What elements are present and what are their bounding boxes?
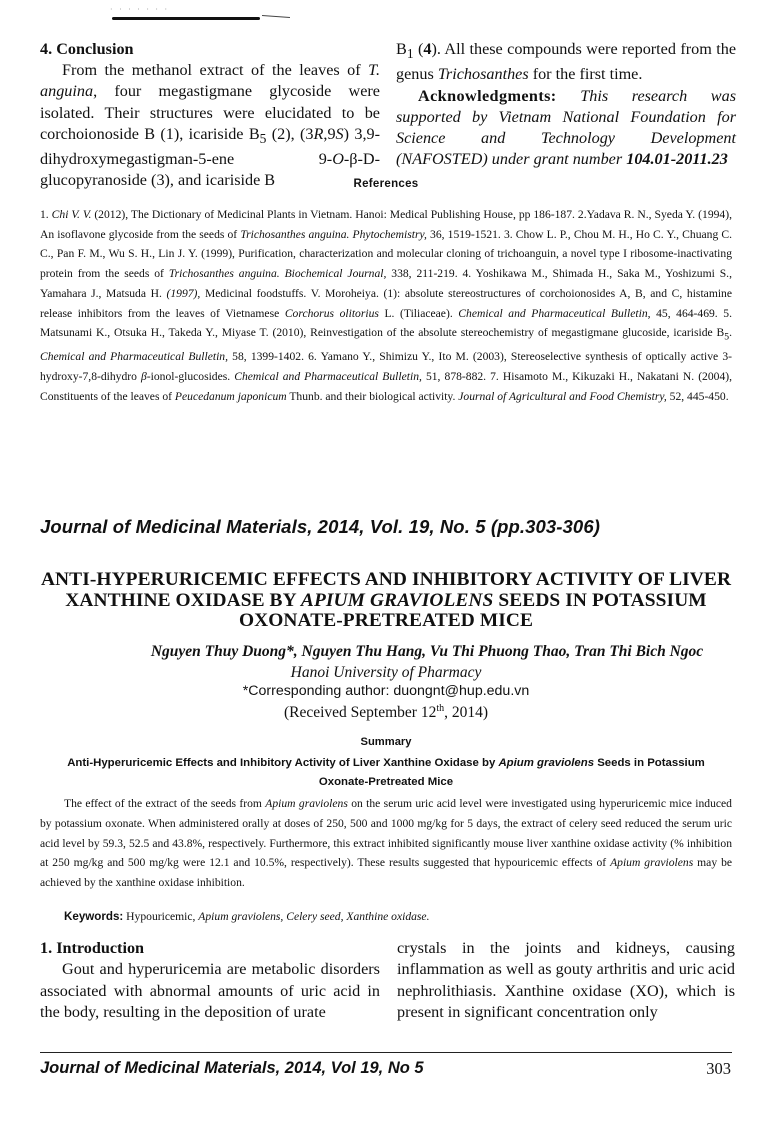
references-title: References bbox=[353, 178, 419, 190]
footer-rule bbox=[40, 1052, 732, 1053]
reference-fragment: Chi V. V. bbox=[51, 208, 92, 221]
acknowledgments-label: Acknowledgments: bbox=[418, 86, 557, 105]
conclusion-fragment: 1 bbox=[165, 124, 174, 143]
conclusion-fragment: B bbox=[396, 40, 407, 58]
introduction-text bbox=[40, 959, 380, 1023]
conclusion-fragment: S bbox=[335, 124, 344, 143]
conclusion-fragment: R bbox=[313, 124, 324, 143]
conclusion-fragment: ), (3 bbox=[285, 124, 314, 143]
reference-fragment: Chemical and Pharmaceutical Bulletin, bbox=[234, 369, 422, 383]
reference-fragment: 36, 1519-1521. 3. Chow L. P., Chou M. H., Ho C. Y., Chuang C. C., Pan F. M., Wu S. H., Lin J. Y. (1999), Purification, characterization and molecular cloning of trichoanguin, a novel type I ribosome-inactivating protein from the seeds of bbox=[40, 227, 733, 281]
introduction-fragment: Gout and hyperuricemia are metabolic disorders associated with abnormal amounts of uric acid in the body, resulting in the deposition of urate bbox=[40, 960, 380, 1022]
conclusion-fragment: , four megastigmane glycoside were isolated. Their structures were elucidated to be corchoionoside B ( bbox=[40, 82, 380, 143]
reference-fragment: -ionol-glucosides. bbox=[146, 369, 235, 383]
summary-heading bbox=[60, 754, 712, 792]
reference-fragment: Corchorus olitorius bbox=[284, 306, 379, 320]
summary-heading-fragment: Anti-Hyperuricemic Effects and Inhibitory Activity of Liver Xanthine Oxidase by bbox=[67, 757, 499, 769]
conclusion-fragment: T. anguina bbox=[40, 61, 380, 101]
reference-fragment: 45, 464-469. 5. Matsunami K., Otsuka H., Takeda Y., Miyase T. (2010), Reinvestigation of the absolute stereochemistry of megastigmane glucoside, icariside B bbox=[40, 306, 732, 340]
keywords-label: Keywords: bbox=[64, 910, 124, 923]
summary-heading-fragment: Seeds in Potassium Oxonate-Pretreated Mice bbox=[318, 757, 705, 788]
page-number: 303 bbox=[706, 1059, 731, 1078]
reference-fragment: . bbox=[729, 326, 732, 340]
introduction-heading: 1. Introduction bbox=[40, 939, 145, 957]
reference-fragment: 58, 1399-1402. 6. Yamano Y., Shimizu Y., Ito M. (2003), Stereoselective synthesis of optically active 3-hydroxy-7,8-dihydro bbox=[40, 350, 732, 383]
reference-fragment: Journal of Agricultural and Food Chemistry, bbox=[458, 389, 667, 403]
journal-citation-line: Journal of Medicinal Materials, 2014, Vol. 19, No. 5 (pp.303-306) bbox=[40, 516, 600, 537]
reference-fragment: Peucedanum japonicum bbox=[174, 389, 287, 403]
reference-fragment: Trichosanthes anguina. Biochemical Journal, bbox=[168, 267, 387, 281]
introduction-column-right bbox=[397, 938, 735, 1024]
conclusion-column-right bbox=[396, 39, 736, 170]
title-fragment: APIUM GRAVIOLENS bbox=[300, 589, 494, 611]
conclusion-fragment: O bbox=[332, 150, 344, 169]
received-date-suffix: th bbox=[436, 703, 445, 714]
conclusion-fragment: Trichosanthes bbox=[437, 65, 529, 84]
abstract bbox=[40, 794, 732, 893]
scan-header-marks bbox=[104, 5, 294, 22]
header-rule-tail bbox=[262, 15, 290, 18]
conclusion-text-right bbox=[396, 39, 736, 86]
received-date-text: (Received September 12 bbox=[283, 704, 437, 722]
abstract-fragment: Apium graviolens bbox=[610, 856, 694, 870]
conclusion-fragment: 4 bbox=[423, 40, 432, 58]
conclusion-fragment: ), and icariside B bbox=[164, 171, 276, 190]
conclusion-fragment: ,9 bbox=[323, 124, 336, 143]
conclusion-fragment: 5 bbox=[259, 131, 267, 147]
conclusion-fragment: ) 3,9-dihydroxymegastigman-5-ene 9- bbox=[40, 124, 381, 169]
abstract-fragment: on the serum uric acid level were investigated using hyperuricemic mice induced by potassium oxonate. When administered orally at doses of 250, 500 and 1000 mg/kg for 5 days, the extract of celery seed reduced the serum uric acid level by 59.3, 52.5 and 43.8%, respectively. Furthermore, this extract inhibited significantly mouse liver xanthine oxidase activity (% inhibition at 250 mg/kg and 500 mg/kg were 12.1 and 10.5%, respectively). These results suggested that hypouricemic effects of bbox=[40, 797, 732, 870]
reference-fragment: 51, 878-882. 7. Hisamoto M., Kikuzaki H., Nakatani N. (2004), Constituents of the leaves of bbox=[40, 369, 733, 403]
keywords-fragment: Apium graviolens, Celery seed, Xanthine oxidase. bbox=[198, 910, 430, 923]
title-fragment: SEEDS IN POTASSIUM OXONATE-PRETREATED MICE bbox=[238, 589, 707, 631]
reference-fragment: L. (Tiliaceae). bbox=[378, 306, 459, 320]
summary-heading-fragment: Apium graviolens bbox=[498, 757, 595, 769]
conclusion-text-left bbox=[40, 60, 380, 191]
scan-noise: · · · · · · · bbox=[110, 5, 170, 14]
conclusion-fragment: ( bbox=[266, 124, 278, 143]
abstract-fragment: The effect of the extract of the seeds from bbox=[64, 797, 266, 810]
corresponding-author: *Corresponding author: duongnt@hup.edu.vn bbox=[242, 683, 530, 699]
received-date-year: , 2014) bbox=[444, 704, 489, 722]
conclusion-fragment: 1 bbox=[406, 46, 414, 62]
reference-fragment: 1. bbox=[40, 208, 52, 221]
header-rule bbox=[112, 17, 260, 20]
title-fragment: ANTI-HYPERURICEMIC EFFECTS AND INHIBITORY ACTIVITY OF LIVER XANTHINE OXIDASE BY bbox=[40, 569, 732, 611]
reference-fragment: β bbox=[140, 369, 147, 383]
reference-fragment: Chemical and Pharmaceutical Bulletin, bbox=[40, 350, 228, 364]
footer-journal: Journal of Medicinal Materials, 2014, Vol 19, No 5 bbox=[40, 1059, 424, 1077]
reference-fragment: (1997), bbox=[166, 286, 201, 300]
conclusion-fragment: -β-D-glucopyranoside ( bbox=[40, 150, 380, 190]
references-list bbox=[40, 205, 732, 406]
reference-fragment: 5 bbox=[724, 331, 730, 343]
abstract-fragment: may be achieved by the xanthine oxidase inhibition. bbox=[40, 856, 733, 890]
introduction-text-continued: crystals in the joints and kidneys, causing inflammation as well as gouty arthritis and uric acid nephrolithiasis. Xanthine oxidase (XO), which is present in significant concentration only bbox=[397, 939, 735, 1022]
conclusion-heading: 4. Conclusion bbox=[40, 40, 134, 58]
article-title bbox=[20, 570, 752, 632]
reference-fragment: Trichosanthes anguina. Phytochemistry, bbox=[240, 227, 427, 241]
conclusion-fragment: ). All these compounds were reported from the genus bbox=[396, 40, 737, 84]
conclusion-fragment: for the first time. bbox=[528, 65, 643, 84]
conclusion-fragment: 3 bbox=[156, 171, 165, 190]
acknowledgments-text: This research was supported by Vietnam National Foundation for Science and Technology Development (NAFOSTED) under grant number bbox=[396, 86, 736, 169]
keywords-fragment: Hypouricemic, bbox=[123, 910, 199, 923]
reference-fragment: Chemical and Pharmaceutical Bulletin, bbox=[458, 306, 651, 320]
received-date bbox=[0, 703, 772, 722]
abstract-fragment: Apium graviolens bbox=[265, 797, 348, 810]
keywords bbox=[64, 910, 732, 923]
reference-fragment: 52, 445-450. bbox=[666, 389, 729, 403]
conclusion-fragment: From the methanol extract of the leaves of bbox=[62, 61, 369, 80]
reference-fragment: 338, 211-219. 4. Yoshikawa M., Shimada H., Saka M., Yoshizumi S., Yamahara J., Matsuda H. bbox=[40, 267, 732, 300]
conclusion-fragment: 2 bbox=[277, 124, 286, 143]
summary-title: Summary bbox=[360, 736, 412, 748]
conclusion-fragment: ( bbox=[413, 40, 424, 58]
grant-number: 104.01-2011.23 bbox=[626, 150, 728, 169]
affiliation: Hanoi University of Pharmacy bbox=[290, 664, 482, 681]
acknowledgments bbox=[396, 86, 736, 171]
conclusion-fragment: ), icariside B bbox=[173, 124, 260, 143]
conclusion-column-left bbox=[40, 39, 380, 192]
reference-fragment: (2012), The Dictionary of Medicinal Plants in Vietnam. Hanoi: Medical Publishing House, pp 186-187. 2.Yadava R. N., Syeda Y. (1994), An isoflavone glycoside from the seeds of bbox=[40, 208, 732, 241]
author-list: Nguyen Thuy Duong*, Nguyen Thu Hang, Vu Thi Phuong Thao, Tran Thi Bich Ngoc bbox=[150, 643, 704, 660]
reference-fragment: Thunb. and their biological activity. bbox=[286, 389, 459, 403]
reference-fragment: Medicinal foodstuffs. V. Moroheiya. (1): absolute stereostructures of corchoionosides A, B, and C, histamine release inhibitors from the leaves of Vietnamese bbox=[40, 286, 732, 320]
introduction-column-left bbox=[40, 938, 380, 1024]
